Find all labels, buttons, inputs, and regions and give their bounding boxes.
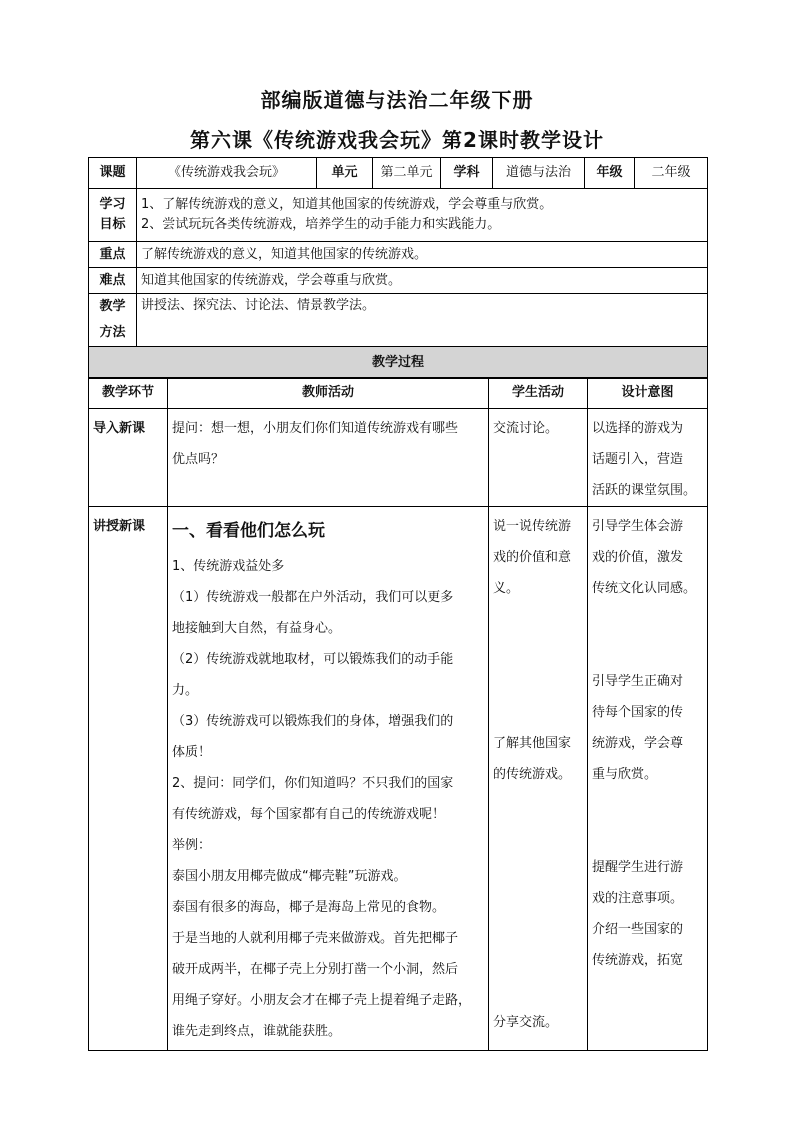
goals-label: 学习 目标 (89, 189, 137, 242)
intro-teacher: 提问：想一想，小朋友们你们知道传统游戏有哪些 优点吗？ (168, 409, 489, 507)
lecture-row (89, 507, 708, 1051)
subject-value: 道德与法治 (493, 158, 585, 189)
difficulty-text: 知道其他国家的传统游戏，学会尊重与欣赏。 (137, 268, 708, 294)
goal-item: 1、了解传统游戏的意义，知道其他国家的传统游戏，学会尊重与欣赏。 (141, 197, 553, 212)
process-header-row (89, 347, 708, 379)
document-title: 部编版道德与法治二年级下册 (260, 88, 534, 112)
col-intent-header: 设计意图 (588, 378, 708, 409)
goal-item: 2、尝试玩玩各类传统游戏，培养学生的动手能力和实践能力。 (141, 217, 501, 232)
key-point-row (89, 242, 708, 268)
unit-label: 单元 (317, 158, 373, 189)
process-table (88, 377, 708, 1051)
lecture-intent: 引导学生体会游 戏的价值，激发 传统文化认同感。 引导学生正确对 待每个国家的传 统游戏，学会尊 重与欣赏。 提醒学生进行游 戏的注意事项。 介绍一些国家的 传统游戏，拓宽 (588, 507, 708, 1051)
lecture-teacher: 一、看看他们怎么玩 1、传统游戏益处多 （1）传统游戏一般都在户外活动，我们可以更多 地接触到大自然，有益身心。 （2）传统游戏就地取材，可以锻炼我们的动手能 力。 （3）传统游戏可以锻炼我们的身体，增强我们的 体质！ 2、提问：同学们，你们知道吗？不只我们的国家 有传统游戏，每个国家都有自己的传统游戏呢！ 举例： 泰国小朋友用椰壳做成“椰壳鞋”玩游戏。 泰国有很多的海岛，椰子是海岛上常见的食物。 于是当地的人就利用椰子壳来做游戏。首先把椰子 破开成两半，在椰子壳上分别打凿一个小洞，然后 用绳子穿好。小朋友会才在椰子壳上提着绳子走路， 谁先走到终点，谁就能获胜。 (168, 507, 489, 1051)
lecture-stage: 讲授新课 (89, 507, 168, 1051)
column-header-row (89, 378, 708, 409)
process-header: 教学过程 (89, 347, 708, 379)
lecture-heading: 一、看看他们怎么玩 (172, 521, 325, 541)
intro-intent: 以选择的游戏为 话题引入，营造 活跃的课堂氛围。 (588, 409, 708, 507)
key-point-label: 重点 (89, 242, 137, 268)
col-stage-header: 教学环节 (89, 378, 168, 409)
topic-value: 《传统游戏我会玩》 (137, 158, 317, 189)
key-point-text: 了解传统游戏的意义，知道其他国家的传统游戏。 (137, 242, 708, 268)
methods-label: 教学 方法 (89, 294, 137, 347)
methods-row (89, 294, 708, 347)
info-row (89, 158, 708, 189)
col-student-header: 学生活动 (489, 378, 588, 409)
goals-content (137, 189, 708, 242)
difficulty-label: 难点 (89, 268, 137, 294)
grade-label: 年级 (585, 158, 635, 189)
col-teacher-header: 教师活动 (168, 378, 489, 409)
goals-row (89, 189, 708, 242)
lesson-plan-table (88, 157, 708, 379)
difficulty-row (89, 268, 708, 294)
intro-row (89, 409, 708, 507)
methods-text: 讲授法、探究法、讨论法、情景教学法。 (137, 294, 708, 347)
grade-value: 二年级 (635, 158, 708, 189)
unit-value: 第二单元 (373, 158, 441, 189)
document-subtitle: 第六课《传统游戏我会玩》第2课时教学设计 (190, 128, 604, 152)
subject-label: 学科 (441, 158, 493, 189)
topic-label: 课题 (89, 158, 137, 189)
intro-stage: 导入新课 (89, 409, 168, 507)
intro-student: 交流讨论。 (489, 409, 588, 507)
lecture-student: 说一说传统游 戏的价值和意 义。 了解其他国家 的传统游戏。 分享交流。 (489, 507, 588, 1051)
